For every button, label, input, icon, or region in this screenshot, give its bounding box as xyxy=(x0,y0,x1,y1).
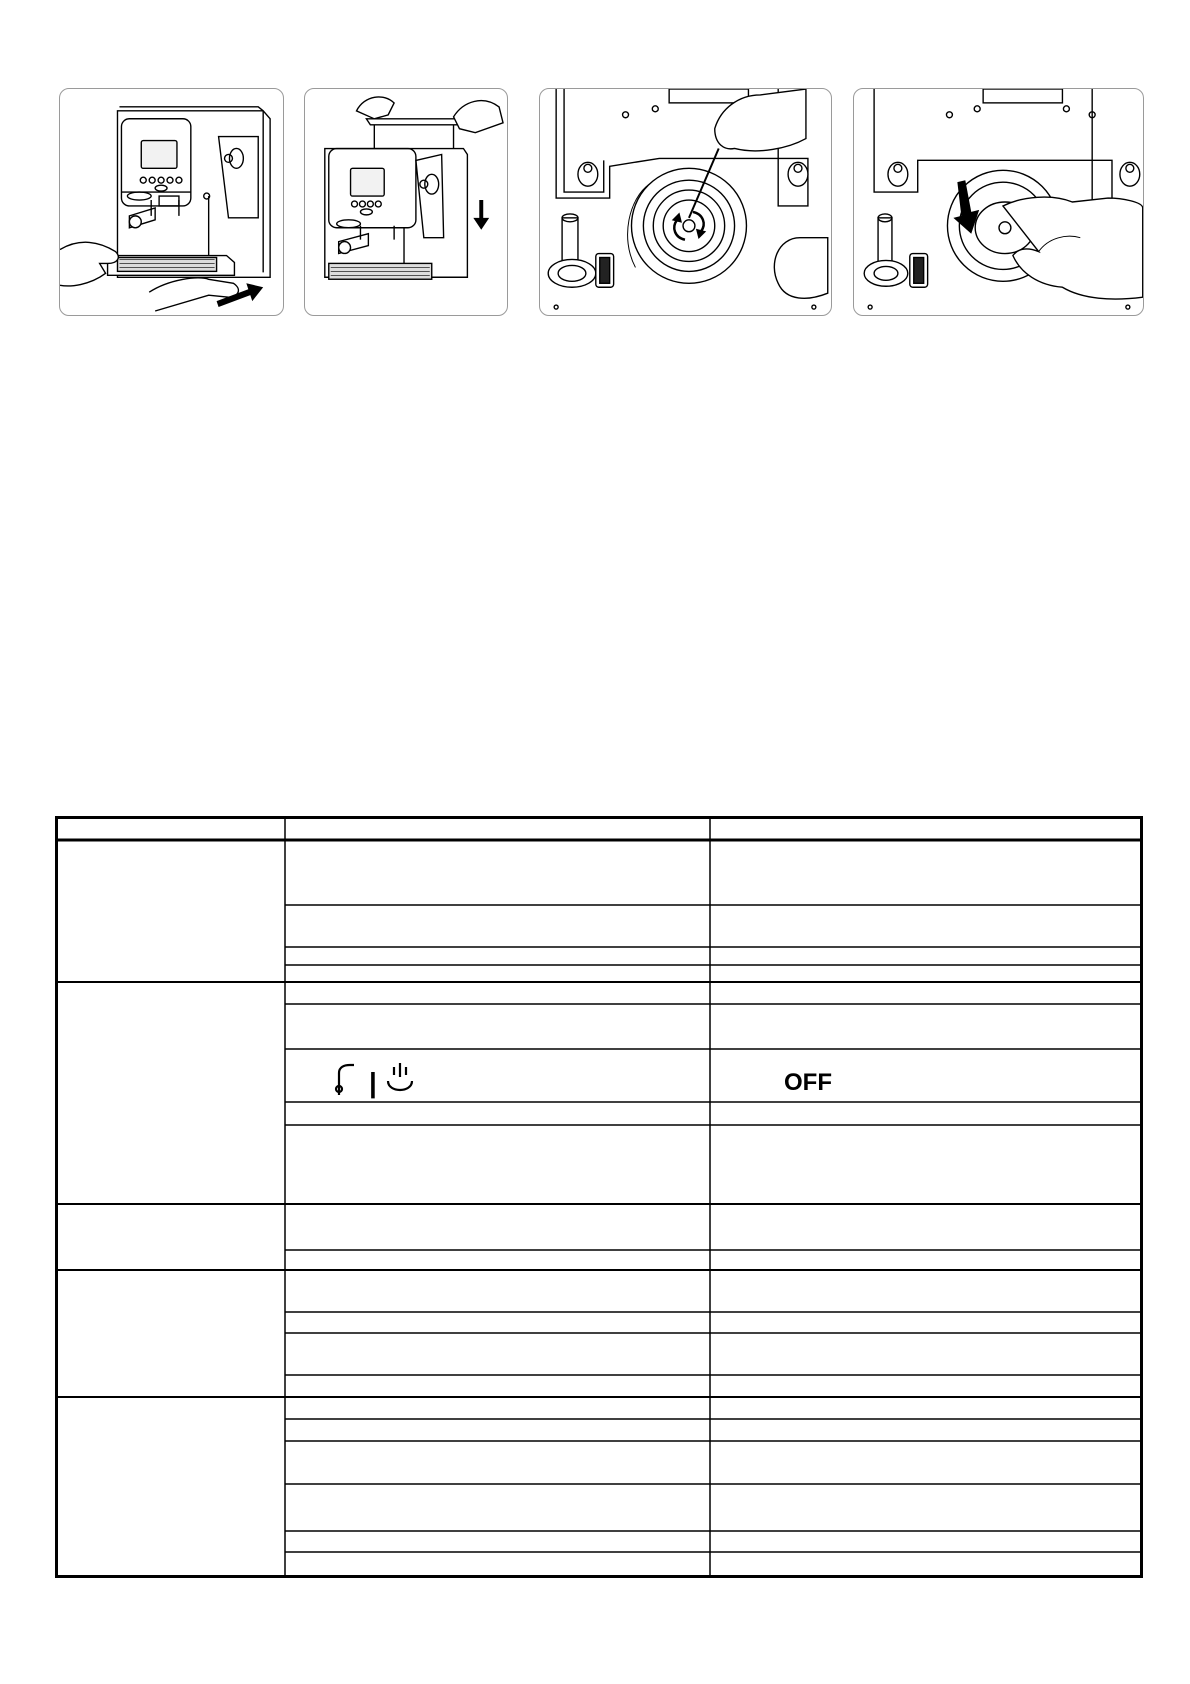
espresso-machine-icon xyxy=(305,89,507,315)
espresso-machine-icon xyxy=(60,89,283,315)
illustration-clean-shower-screen xyxy=(539,88,832,316)
table-grid xyxy=(58,819,1140,1575)
column-lines xyxy=(285,819,710,1575)
hand-icon xyxy=(356,97,394,119)
illustration-lift-water-tank xyxy=(304,88,508,316)
brew-head-icon xyxy=(854,89,1143,315)
troubleshooting-table xyxy=(55,816,1143,1578)
brew-head-icon xyxy=(540,89,831,315)
row-dividers xyxy=(285,905,1140,1552)
hand-icon xyxy=(715,89,806,151)
illustration-remove-drip-tray xyxy=(59,88,284,316)
illustration-remove-shower-screen xyxy=(853,88,1144,316)
arrow-down-icon xyxy=(473,200,489,230)
off-label: OFF xyxy=(784,1069,832,1096)
function-symbols xyxy=(336,1063,412,1098)
group-dividers xyxy=(58,982,1140,1397)
symbol-separator: | xyxy=(369,1067,377,1098)
hot-water-icon xyxy=(388,1063,412,1090)
